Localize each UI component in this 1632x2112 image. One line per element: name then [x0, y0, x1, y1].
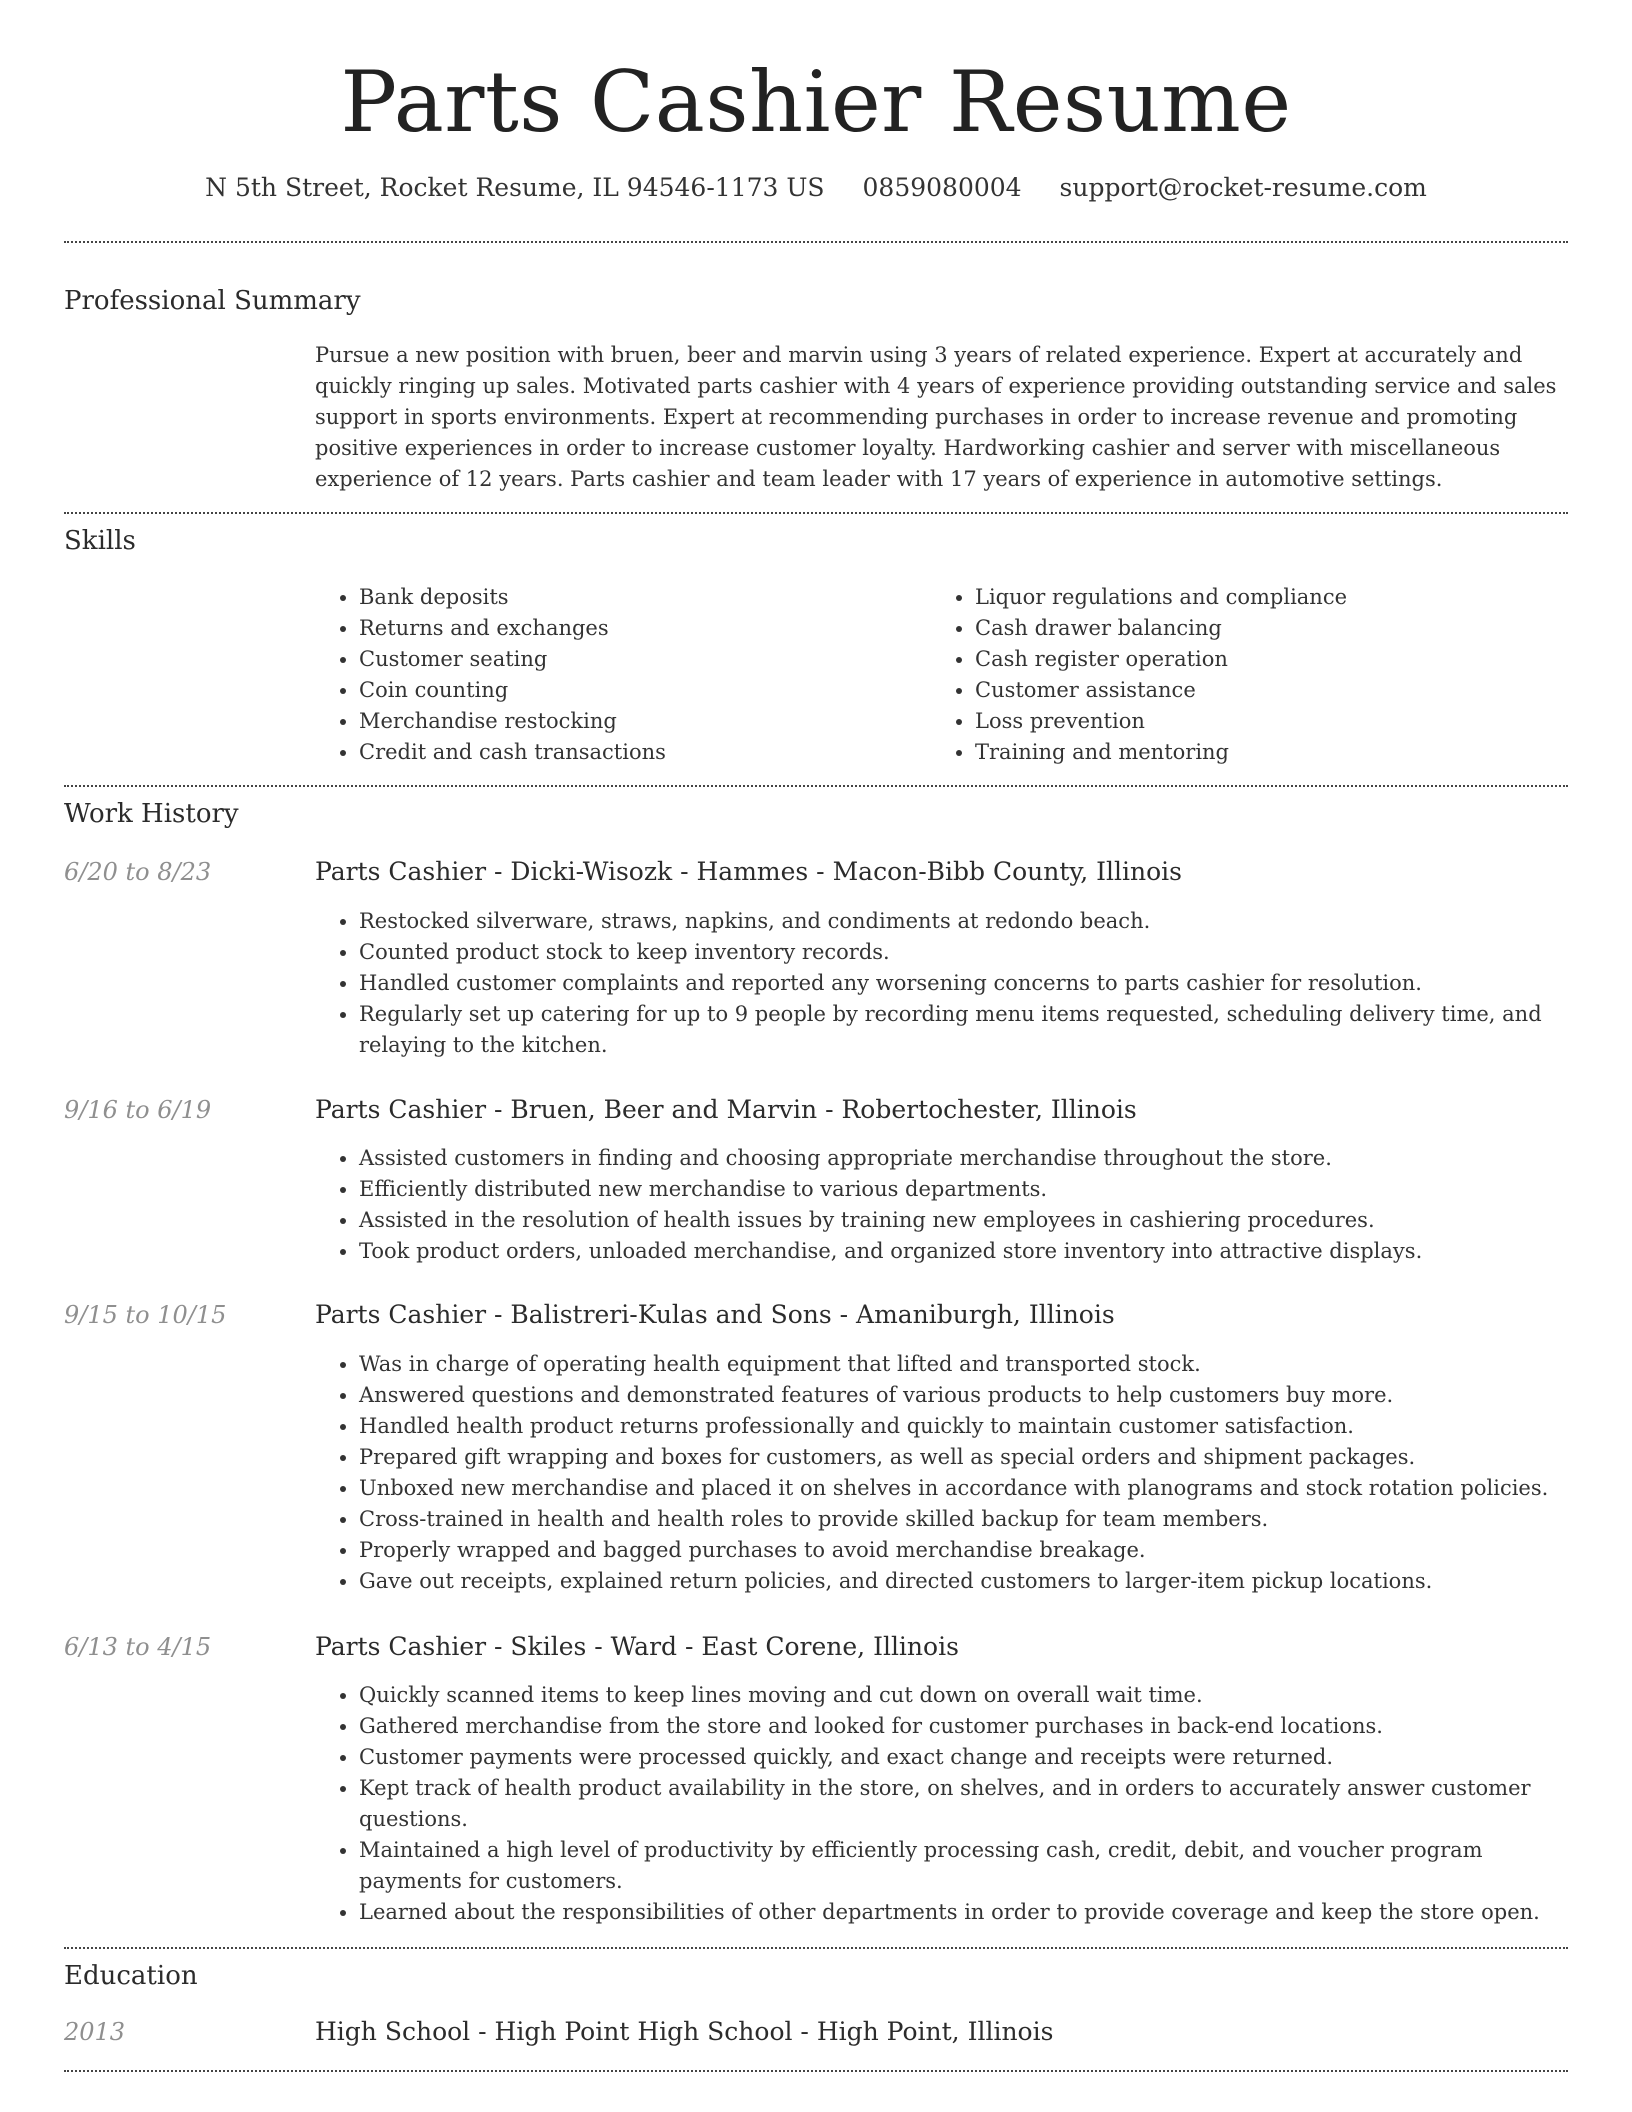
- contact-email[interactable]: support@rocket-resume.com: [1059, 173, 1427, 202]
- job-bullet: • Quickly scanned items to keep lines moving and cut down on overall wait time.: [359, 1680, 1568, 1711]
- skill-item: • Liquor regulations and compliance: [975, 582, 1531, 613]
- skill-item: • Cash register operation: [975, 644, 1531, 675]
- job-dates: 9/16 to 6/19: [64, 1096, 212, 1124]
- job-bullet: • Handled customer complaints and reported any worsening concerns to parts cashier for resolution.: [359, 968, 1568, 999]
- skill-item: • Loss prevention: [975, 706, 1531, 737]
- skill-item: • Customer seating: [359, 644, 915, 675]
- job-bullet: • Gave out receipts, explained return policies, and directed customers to larger-item pickup locations.: [359, 1566, 1568, 1597]
- section-title-work: Work History: [64, 799, 239, 829]
- skills-list-right: [931, 582, 1531, 768]
- contact-line: [0, 170, 1632, 206]
- job-bullet: • Took product orders, unloaded merchandise, and organized store inventory into attractive displays.: [359, 1236, 1568, 1267]
- job-bullet: • Was in charge of operating health equipment that lifted and transported stock.: [359, 1349, 1568, 1380]
- skill-item: • Coin counting: [359, 675, 915, 706]
- skill-item: • Merchandise restocking: [359, 706, 915, 737]
- job-bullet: • Learned about the responsibilities of other departments in order to provide coverage and keep the store open.: [359, 1897, 1568, 1928]
- job-bullet: • Assisted in the resolution of health issues by training new employees in cashiering procedures.: [359, 1205, 1568, 1236]
- job-dates: 6/20 to 8/23: [64, 858, 212, 886]
- job-bullet: • Regularly set up catering for up to 9 people by recording menu items requested, scheduling delivery time, and relaying to the kitchen.: [359, 999, 1568, 1061]
- divider: [64, 241, 1568, 243]
- job-title: Parts Cashier - Bruen, Beer and Marvin - Robertochester, Illinois: [315, 1095, 1137, 1124]
- job-bullets: [315, 906, 1568, 1061]
- job-bullet: • Customer payments were processed quickly, and exact change and receipts were returned.: [359, 1742, 1568, 1773]
- job-bullet: • Efficiently distributed new merchandise to various departments.: [359, 1174, 1568, 1205]
- divider: [64, 785, 1568, 787]
- section-title-skills: Skills: [64, 526, 136, 556]
- divider: [64, 512, 1568, 514]
- skill-item: • Bank deposits: [359, 582, 915, 613]
- education-entry: High School - High Point High School - High Point, Illinois: [315, 2017, 1054, 2046]
- skill-item: • Credit and cash transactions: [359, 737, 915, 768]
- job-bullet: • Assisted customers in finding and choosing appropriate merchandise throughout the store.: [359, 1143, 1568, 1174]
- skill-item: • Returns and exchanges: [359, 613, 915, 644]
- job-title: Parts Cashier - Balistreri-Kulas and Sons - Amaniburgh, Illinois: [315, 1300, 1115, 1329]
- job-bullet: • Cross-trained in health and health roles to provide skilled backup for team members.: [359, 1504, 1568, 1535]
- divider: [64, 2070, 1568, 2072]
- job-bullet: • Maintained a high level of productivity by efficiently processing cash, credit, debit, and voucher program payments for customers.: [359, 1835, 1568, 1897]
- job-bullet: • Unboxed new merchandise and placed it on shelves in accordance with planograms and stock rotation policies.: [359, 1473, 1568, 1504]
- job-title: Parts Cashier - Skiles - Ward - East Corene, Illinois: [315, 1632, 959, 1661]
- divider: [64, 1947, 1568, 1949]
- job-bullets: [315, 1680, 1568, 1928]
- job-bullet: • Gathered merchandise from the store and looked for customer purchases in back-end locations.: [359, 1711, 1568, 1742]
- job-dates: 6/13 to 4/15: [64, 1633, 212, 1661]
- job-bullet: • Prepared gift wrapping and boxes for customers, as well as special orders and shipment packages.: [359, 1442, 1568, 1473]
- contact-phone: 0859080004: [862, 173, 1022, 202]
- skill-item: • Cash drawer balancing: [975, 613, 1531, 644]
- job-bullets: [315, 1349, 1568, 1597]
- job-bullet: • Properly wrapped and bagged purchases to avoid merchandise breakage.: [359, 1535, 1568, 1566]
- job-title: Parts Cashier - Dicki-Wisozk - Hammes - Macon-Bibb County, Illinois: [315, 857, 1182, 886]
- skill-item: • Training and mentoring: [975, 737, 1531, 768]
- job-bullets: [315, 1143, 1568, 1267]
- resume-title: Parts Cashier Resume: [340, 53, 1292, 151]
- section-title-education: Education: [64, 1961, 198, 1991]
- job-dates: 9/15 to 10/15: [64, 1301, 227, 1329]
- skill-item: • Customer assistance: [975, 675, 1531, 706]
- contact-address: N 5th Street, Rocket Resume, IL 94546-1173 US: [205, 173, 825, 202]
- job-bullet: • Counted product stock to keep inventory records.: [359, 937, 1568, 968]
- job-bullet: • Kept track of health product availability in the store, on shelves, and in orders to accurately answer customer questions.: [359, 1773, 1568, 1835]
- job-bullet: • Restocked silverware, straws, napkins, and condiments at redondo beach.: [359, 906, 1568, 937]
- summary-text: Pursue a new position with bruen, beer and marvin using 3 years of related experience. Expert at accurately and quickly ringing up sales. Motivated parts cashier with 4 years of experience providing outstanding service and sales support in sports environments. Expert at recommending purchases in order to increase revenue and promoting positive experiences in order to increase customer loyalty. Hardworking cashier and server with miscellaneous experience of 12 years. Parts cashier and team leader with 17 years of experience in automotive settings.: [315, 343, 1557, 491]
- job-bullet: • Handled health product returns professionally and quickly to maintain customer satisfaction.: [359, 1411, 1568, 1442]
- job-bullet: • Answered questions and demonstrated features of various products to help customers buy more.: [359, 1380, 1568, 1411]
- education-dates: 2013: [64, 2018, 126, 2046]
- section-title-summary: Professional Summary: [64, 286, 361, 316]
- skills-list-left: [315, 582, 915, 768]
